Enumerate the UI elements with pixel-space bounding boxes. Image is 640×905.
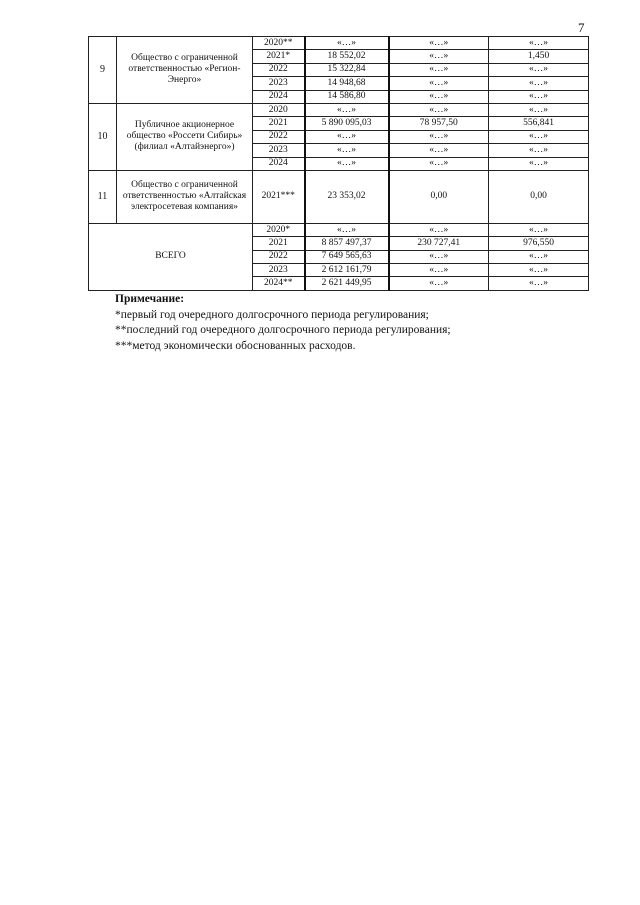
year-cell: 2021 — [253, 237, 305, 250]
value-cell: 14 586,80 — [305, 90, 389, 103]
table-row — [89, 103, 589, 116]
value-cell: «…» — [389, 103, 489, 116]
year-cell: 2024** — [253, 277, 305, 290]
organization-cell: Публичное акционерное общество «Россети Сибирь» (филиал «Алтайэнерго») — [117, 103, 253, 170]
note-line-3: ***метод экономически обоснованных расходов. — [115, 339, 356, 352]
value-cell: 976,550 — [489, 237, 589, 250]
row-number-cell: 9 — [89, 37, 117, 104]
table-row — [89, 170, 589, 223]
year-cell: 2020* — [253, 223, 305, 236]
value-cell: 230 727,41 — [389, 237, 489, 250]
value-cell: 1,450 — [489, 50, 589, 63]
value-cell: «…» — [489, 77, 589, 90]
value-cell: «…» — [489, 130, 589, 143]
value-cell: 2 621 449,95 — [305, 277, 389, 290]
year-cell: 2023 — [253, 144, 305, 157]
value-cell: 23 353,02 — [305, 170, 389, 223]
year-cell: 2022 — [253, 130, 305, 143]
value-cell: «…» — [489, 223, 589, 236]
value-cell: «…» — [489, 103, 589, 116]
year-cell: 2023 — [253, 264, 305, 277]
value-cell: «…» — [489, 144, 589, 157]
year-cell: 2021 — [253, 117, 305, 130]
value-cell: «…» — [489, 90, 589, 103]
notes — [115, 292, 451, 354]
value-cell: 15 322,84 — [305, 63, 389, 76]
value-cell: 7 649 565,63 — [305, 250, 389, 263]
value-cell: «…» — [305, 144, 389, 157]
value-cell: «…» — [389, 130, 489, 143]
value-cell: 0,00 — [389, 170, 489, 223]
value-cell: «…» — [305, 130, 389, 143]
value-cell: 2 612 161,79 — [305, 264, 389, 277]
value-cell: «…» — [489, 157, 589, 170]
year-cell: 2023 — [253, 77, 305, 90]
note-line-1: *первый год очередного долгосрочного периода регулирования; — [115, 308, 429, 321]
total-label-cell: ВСЕГО — [89, 223, 253, 290]
value-cell: «…» — [389, 144, 489, 157]
value-cell: 556,841 — [489, 117, 589, 130]
page-number: 7 — [578, 20, 585, 35]
tariff-table — [88, 36, 589, 291]
value-cell: «…» — [389, 277, 489, 290]
value-cell: 78 957,50 — [389, 117, 489, 130]
year-cell: 2024 — [253, 90, 305, 103]
organization-cell: Общество с ограниченной ответственностью «Регион-Энерго» — [117, 37, 253, 104]
value-cell: «…» — [389, 250, 489, 263]
table-row — [89, 223, 589, 236]
row-number-cell: 10 — [89, 103, 117, 170]
year-cell: 2020 — [253, 103, 305, 116]
year-cell: 2024 — [253, 157, 305, 170]
value-cell: «…» — [489, 63, 589, 76]
value-cell: «…» — [489, 277, 589, 290]
year-cell: 2020** — [253, 37, 305, 50]
note-line-2: **последний год очередного долгосрочного периода регулирования; — [115, 324, 451, 336]
organization-cell: Общество с ограниченной ответственностью «Алтайская электросетевая компания» — [117, 170, 253, 223]
value-cell: 8 857 497,37 — [305, 237, 389, 250]
value-cell: 14 948,68 — [305, 77, 389, 90]
value-cell: «…» — [389, 223, 489, 236]
value-cell: «…» — [489, 264, 589, 277]
row-number-cell: 11 — [89, 170, 117, 223]
year-cell: 2021*** — [253, 170, 305, 223]
value-cell: «…» — [305, 37, 389, 50]
year-cell: 2021* — [253, 50, 305, 63]
value-cell: «…» — [305, 223, 389, 236]
value-cell: «…» — [389, 264, 489, 277]
year-cell: 2022 — [253, 63, 305, 76]
value-cell: «…» — [389, 50, 489, 63]
value-cell: «…» — [389, 77, 489, 90]
value-cell: «…» — [389, 157, 489, 170]
value-cell: 18 552,02 — [305, 50, 389, 63]
value-cell: «…» — [389, 37, 489, 50]
table-row — [89, 37, 589, 50]
value-cell: «…» — [489, 37, 589, 50]
notes-header: Примечание: — [115, 293, 185, 305]
value-cell: «…» — [389, 63, 489, 76]
year-cell: 2022 — [253, 250, 305, 263]
value-cell: 0,00 — [489, 170, 589, 223]
value-cell: «…» — [305, 157, 389, 170]
value-cell: «…» — [489, 250, 589, 263]
value-cell: «…» — [389, 90, 489, 103]
value-cell: 5 890 095,03 — [305, 117, 389, 130]
value-cell: «…» — [305, 103, 389, 116]
